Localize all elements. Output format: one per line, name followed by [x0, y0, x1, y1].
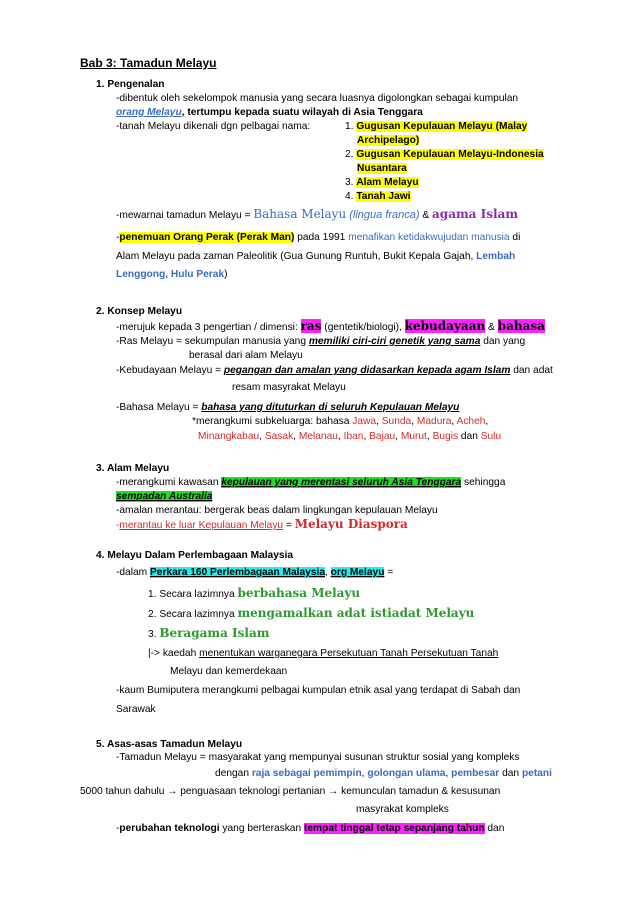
- dash: -: [116, 232, 120, 243]
- section-3-heading: 3. Alam Melayu: [96, 463, 170, 474]
- subkeluarga-item: Bajau: [369, 431, 396, 442]
- dan-text: dan: [458, 431, 481, 442]
- comma: ,: [293, 431, 299, 442]
- dan-text: dan: [484, 823, 505, 834]
- page-title: Bab 3: Tamadun Melayu: [80, 56, 217, 70]
- year-text: pada 1991: [294, 232, 349, 243]
- s1-line-2-rest: , tertumpu kepada suatu wilayah di Asia Tenggara: [181, 107, 423, 118]
- kebudayaan-term: kebudayaan: [404, 319, 486, 333]
- name-item-1: [345, 120, 527, 133]
- comma: ,: [426, 431, 433, 442]
- comma: ,: [259, 431, 265, 442]
- subkeluarga-label: *merangkumi subkeluarga: bahasa: [192, 416, 353, 427]
- dash: -: [116, 520, 120, 531]
- s2-line-1: [116, 319, 545, 335]
- comma: ,: [445, 768, 452, 779]
- section-5-heading: 5. Asas-asas Tamadun Melayu: [96, 739, 243, 750]
- agama-islam-term: agama Islam: [432, 207, 519, 221]
- bahasa-melayu-label: -Bahasa Melayu =: [116, 402, 202, 413]
- name-item-4: [345, 190, 411, 203]
- lingua-franca-term: (lingua franca): [346, 209, 420, 221]
- name-item-3: [345, 176, 419, 189]
- bumiputera-line-cont: Sarawak: [116, 704, 156, 715]
- adat-istiadat-term: mengamalkan adat istiadat Melayu: [237, 606, 475, 620]
- kaedah-line: [148, 647, 498, 660]
- s3-line-4: [116, 517, 408, 533]
- subkeluarga-item: Iban: [343, 431, 364, 442]
- di-text: di: [509, 232, 521, 243]
- berbahasa-melayu-term: berbahasa Melayu: [237, 586, 361, 600]
- name-item-3-num: 3.: [345, 177, 357, 188]
- subkeluarga-item: Murut: [400, 431, 427, 442]
- perkara-160-term: Perkara 160 Perlembagaan Malaysia: [149, 567, 325, 578]
- dituturkan-term: bahasa yang dituturkan di seluruh Kepulauan Melayu: [201, 402, 460, 413]
- comma: ,: [395, 431, 401, 442]
- subkeluarga-item: Minangkabau: [198, 431, 260, 442]
- ampersand: &: [485, 322, 498, 333]
- criterion-1: [148, 585, 360, 603]
- kebudayaan-label: -Kebudayaan Melayu =: [116, 365, 224, 376]
- sehingga-text: sehingga: [461, 477, 506, 488]
- close-paren: ): [224, 269, 228, 280]
- s1-paleolitik-line: [116, 250, 515, 263]
- comma: ,: [337, 431, 344, 442]
- dalam-label: -dalam: [116, 567, 150, 578]
- criterion-1-label: 1. Secara lazimnya: [148, 589, 238, 600]
- comma: ,: [376, 416, 382, 427]
- s2-kebudayaan-line: [116, 364, 553, 377]
- subkeluarga-item: Sasak: [264, 431, 294, 442]
- dan-text: dan: [499, 768, 522, 779]
- comma: ,: [363, 431, 370, 442]
- pembesar-term: pembesar: [451, 768, 500, 779]
- menafikan-term: menafikan ketidakwujudan manusia: [348, 232, 510, 243]
- s2-ras-line: [116, 335, 525, 348]
- comma: ,: [361, 768, 368, 779]
- orang-melayu-term: orang Melayu: [116, 107, 182, 118]
- subkeluarga-item: Madura: [416, 416, 452, 427]
- s1-penemuan-line: [116, 231, 520, 244]
- petani-term: petani: [521, 768, 552, 779]
- name-item-2-text-cont: Nusantara: [357, 163, 407, 174]
- ampersand: &: [419, 210, 433, 221]
- name-item-1-num: 1.: [345, 121, 357, 132]
- beragama-islam-term: Beragama Islam: [159, 626, 270, 640]
- bahasa-term: bahasa: [497, 319, 545, 333]
- subkeluarga-item: Sunda: [381, 416, 412, 427]
- section-1-heading: 1. Pengenalan: [96, 79, 165, 90]
- subkeluarga-item: Jawa: [352, 416, 377, 427]
- subkeluarga-list-1: [352, 416, 488, 427]
- genetik-sama-term: memiliki ciri-ciri genetik yang sama: [308, 336, 481, 347]
- melayu-diaspora-term: Melayu Diaspora: [294, 517, 408, 531]
- comma: ,: [485, 416, 489, 427]
- criterion-2: [148, 605, 474, 623]
- name-item-2-text: Gugusan Kepulauan Melayu-Indonesia: [356, 149, 544, 160]
- ras-melayu-label: -Ras Melayu = sekumpulan manusia yang: [116, 336, 309, 347]
- dengan-text: dengan: [215, 768, 252, 779]
- name-item-2-cont: [357, 162, 407, 175]
- s1-line-1: -dibentuk oleh sekelompok manusia yang secara luasnya digolongkan sebagai kumpulan: [116, 93, 519, 104]
- name-item-1-text: Gugusan Kepulauan Melayu (Malay: [356, 121, 528, 132]
- s2-bahasa-line: [116, 401, 459, 414]
- s5-line-4: masyrakat kompleks: [356, 804, 449, 815]
- lenggong-term: Lenggong, Hulu Perak: [116, 269, 225, 280]
- merangkumi-label: -merangkumi kawasan: [116, 477, 222, 488]
- criterion-3: [148, 625, 269, 643]
- s5-line-5: [116, 822, 504, 835]
- genetik-text: (gentetik/biologi),: [321, 322, 405, 333]
- bumiputera-line: -kaum Bumiputera merangkumi pelbagai kumpulan etnik asal yang terdapat di Sabah dan: [116, 685, 521, 696]
- berteraskan-text: yang berteraskan: [219, 823, 304, 834]
- name-item-3-text: Alam Melayu: [356, 177, 419, 188]
- criterion-3-label: 3.: [148, 629, 160, 640]
- subkeluarga-item: Melanau: [298, 431, 338, 442]
- kaedah-line-cont: Melayu dan kemerdekaan: [170, 666, 288, 677]
- name-item-4-text: Tanah Jawi: [356, 191, 411, 202]
- s1-mewarnai-line: [116, 206, 518, 224]
- name-item-4-num: 4.: [345, 191, 357, 202]
- ras-term: ras: [300, 319, 322, 333]
- subkeluarga-item: Bugis: [432, 431, 459, 442]
- dash: -: [116, 823, 120, 834]
- s1-lenggong-line: [116, 268, 228, 281]
- name-item-1-cont: [357, 134, 419, 147]
- ulama-term: golongan ulama: [367, 768, 446, 779]
- kepulauan-term: kepulauan yang merentasi seluruh Asia Tenggara: [221, 477, 462, 488]
- criterion-2-label: 2. Secara lazimnya: [148, 609, 238, 620]
- s2-subkeluarga-line: [192, 415, 488, 428]
- bahasa-melayu-term: Bahasa Melayu: [253, 207, 347, 221]
- pegangan-term: pegangan dan amalan yang didasarkan kepada agam Islam: [223, 365, 511, 376]
- dimensi-label: -merujuk kepada 3 pengertian / dimensi:: [116, 322, 301, 333]
- s1-line-2: [116, 106, 423, 119]
- mewarnai-label: -mewarnai tamadun Melayu =: [116, 210, 254, 221]
- section-4-heading: 4. Melayu Dalam Perlembagaan Malaysia: [96, 550, 294, 561]
- dan-yang-text: dan yang: [480, 336, 526, 347]
- tempat-tinggal-term: tempat tinggal tetap sepanjang tahun: [303, 823, 485, 834]
- perubahan-teknologi-term: perubahan teknologi: [119, 823, 220, 834]
- subkeluarga-item: Acheh: [456, 416, 486, 427]
- section-2-heading: 2. Konsep Melayu: [96, 306, 183, 317]
- dan-adat-text: dan adat: [510, 365, 553, 376]
- s3-line-1: [116, 476, 505, 489]
- s4-line-1: [116, 566, 393, 579]
- equals: =: [283, 520, 295, 531]
- s3-line-2: [116, 490, 212, 503]
- org-melayu-term: org Melayu: [330, 567, 385, 578]
- merantau-term: merantau ke luar Kepulauan Melayu: [119, 520, 284, 531]
- s2-ras-line-cont: berasal dari alam Melayu: [189, 350, 303, 361]
- name-item-2-num: 2.: [345, 149, 357, 160]
- comma: ,: [451, 416, 457, 427]
- s2-subkeluarga-line-2: [198, 430, 501, 443]
- s5-line-1: -Tamadun Melayu = masyarakat yang mempunyai susunan struktur sosial yang kompleks: [116, 752, 520, 763]
- comma: ,: [411, 416, 417, 427]
- kaedah-label: |-> kaedah: [148, 648, 200, 659]
- s1-line-3: -tanah Melayu dikenali dgn pelbagai nama:: [116, 121, 311, 132]
- paleolitik-text: Alam Melayu pada zaman Paleolitik (Gua Gunung Runtuh, Bukit Kepala Gajah,: [116, 251, 477, 262]
- s5-line-3: 5000 tahun dahulu → penguasaan teknologi pertanian → kemunculan tamadun & kesusunan: [80, 786, 501, 797]
- perak-man-term: penemuan Orang Perak (Perak Man): [119, 232, 295, 243]
- name-item-2: [345, 148, 544, 161]
- name-item-1-text-cont: Archipelago): [357, 135, 420, 146]
- subkeluarga-list-2: [198, 431, 458, 442]
- s2-kebudayaan-cont: resam masyrakat Melayu: [232, 382, 346, 393]
- sempadan-australia-term: sempadan Australia: [116, 491, 213, 502]
- warganegara-term: menentukan warganegara Persekutuan Tanah Persekutuan Tanah: [199, 648, 499, 659]
- comma: ,: [324, 567, 331, 578]
- s3-line-3: -amalan merantau: bergerak beas dalam lingkungan kepulauan Melayu: [116, 505, 438, 516]
- lembah-term: Lembah: [476, 251, 516, 262]
- subkeluarga-sulu: Sulu: [480, 431, 502, 442]
- equals: =: [384, 567, 394, 578]
- raja-term: raja sebagai pemimpin: [251, 768, 362, 779]
- s5-line-2: [215, 767, 552, 780]
